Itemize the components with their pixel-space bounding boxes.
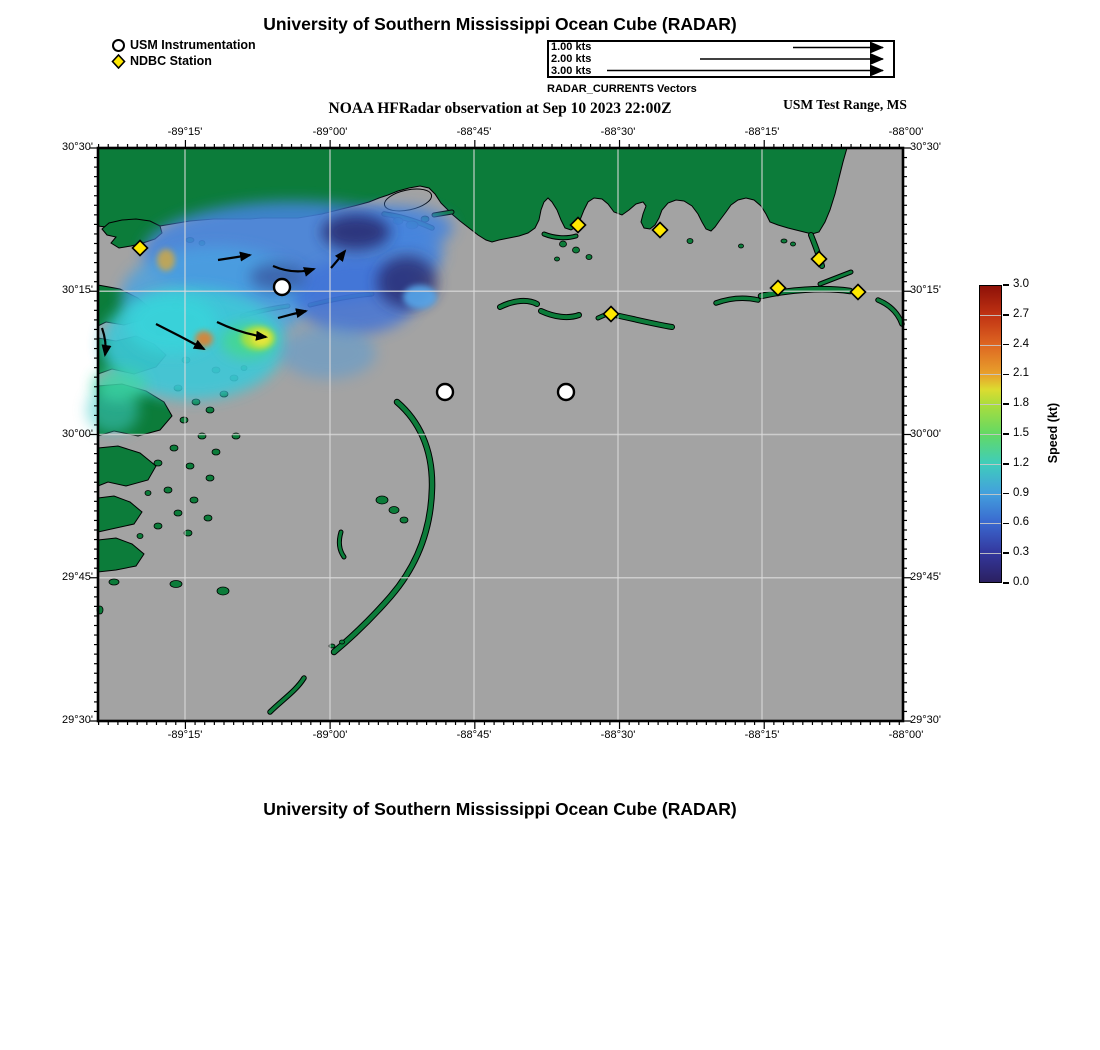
- vector-label-1kt: 1.00 kts: [551, 41, 592, 53]
- speed-blob: [403, 285, 437, 309]
- colorbar-tick-label: 1.2: [1013, 456, 1029, 469]
- colorbar-tick-label: 1.8: [1013, 397, 1029, 410]
- islet: [687, 239, 693, 244]
- colorbar-axis-label-text: Speed (kt): [1046, 402, 1060, 464]
- islet: [560, 241, 567, 247]
- map-canvas[interactable]: [98, 148, 903, 721]
- x-axis-tick-label-bottom: -88°15': [744, 729, 780, 741]
- usm-circle-icon: [111, 38, 126, 53]
- usm-station-marker[interactable]: [274, 279, 290, 295]
- vector-scale-arrows: [547, 40, 895, 78]
- islet: [174, 510, 182, 516]
- islet: [739, 244, 744, 248]
- legend-label-ndbc: NDBC Station: [130, 54, 212, 68]
- y-axis-tick-label-right: 29°45': [910, 570, 941, 583]
- x-axis-tick-label-bottom: -88°30': [600, 729, 636, 741]
- islet: [109, 579, 119, 585]
- islet: [170, 581, 182, 588]
- islet: [154, 523, 162, 529]
- colorbar-tick-label: 1.5: [1013, 427, 1029, 439]
- colorbar-level-line: [980, 374, 1001, 375]
- colorbar-tick-label: 2.1: [1013, 367, 1029, 380]
- colorbar-tick: [1003, 403, 1009, 405]
- vector-legend-caption: RADAR_CURRENTS Vectors: [547, 83, 697, 95]
- colorbar-tick-label: 0.6: [1013, 516, 1029, 529]
- islet: [212, 449, 220, 455]
- islet: [586, 255, 592, 260]
- islet: [791, 242, 796, 246]
- islet: [781, 239, 787, 243]
- colorbar-level-line: [980, 553, 1001, 554]
- ndbc-diamond-icon: [111, 54, 126, 69]
- x-axis-tick-label-top: -88°45': [456, 126, 492, 138]
- y-axis-tick-label-left: 30°00': [62, 427, 93, 440]
- x-axis-tick-label-top: -88°00': [888, 126, 924, 138]
- y-axis-tick-label-right: 30°30': [910, 141, 941, 153]
- colorbar-tick-label: 2.7: [1013, 307, 1029, 320]
- colorbar-tick: [1003, 552, 1009, 554]
- x-axis-tick-label-bottom: -89°15': [167, 729, 203, 741]
- vector-label-2kt: 2.00 kts: [551, 53, 592, 65]
- islet: [400, 517, 408, 523]
- islet: [170, 445, 178, 451]
- usm-station-marker[interactable]: [558, 384, 574, 400]
- speed-blob: [93, 369, 147, 401]
- speed-blob: [157, 249, 175, 271]
- islet: [180, 417, 188, 423]
- colorbar-tick: [1003, 463, 1009, 465]
- usm-station-marker[interactable]: [437, 384, 453, 400]
- islet: [206, 475, 214, 481]
- colorbar-level-line: [980, 434, 1001, 435]
- colorbar-level-line: [980, 523, 1001, 524]
- colorbar-tick: [1003, 314, 1009, 316]
- colorbar-axis-label: [1025, 375, 1081, 491]
- y-axis-tick-label-left: 30°15': [62, 284, 93, 296]
- colorbar-tick: [1003, 582, 1009, 584]
- colorbar-tick: [1003, 433, 1009, 435]
- colorbar-tick: [1003, 523, 1009, 525]
- legend-item-ndbc: [111, 53, 212, 69]
- y-axis-tick-label-right: 29°30': [910, 714, 941, 726]
- y-axis-tick-label-right: 30°00': [910, 427, 941, 440]
- colorbar-tick-label: 0.3: [1013, 546, 1029, 559]
- islet: [204, 515, 212, 521]
- colorbar-tick-label: 0.9: [1013, 486, 1029, 499]
- y-axis-tick-label-left: 29°45': [62, 570, 93, 583]
- range-label: USM Test Range, MS: [783, 97, 907, 112]
- islet: [145, 491, 151, 496]
- x-axis-tick-label-top: -89°00': [312, 126, 348, 138]
- islet: [217, 587, 229, 595]
- islet: [340, 640, 345, 644]
- islet: [389, 507, 399, 514]
- islet: [186, 463, 194, 469]
- legend-item-usm: [111, 37, 256, 53]
- x-axis-tick-label-bottom: -89°00': [312, 729, 348, 741]
- vector-label-3kt: 3.00 kts: [551, 65, 592, 77]
- y-axis-tick-label-left: 30°30': [62, 141, 93, 153]
- x-axis-tick-label-top: -88°15': [744, 126, 780, 138]
- colorbar-level-line: [980, 315, 1001, 316]
- legend-label-usm: USM Instrumentation: [130, 38, 256, 52]
- speed-blob: [280, 327, 376, 379]
- x-axis-tick-label-top: -88°30': [600, 126, 636, 138]
- colorbar-tick-label: 2.4: [1013, 337, 1029, 350]
- colorbar-level-line: [980, 345, 1001, 346]
- islet: [555, 257, 560, 261]
- colorbar-tick: [1003, 284, 1009, 286]
- islet: [137, 534, 143, 539]
- colorbar-level-line: [980, 404, 1001, 405]
- islet: [206, 407, 214, 413]
- colorbar-tick-label: 0.0: [1013, 576, 1029, 588]
- x-axis-tick-label-bottom: -88°45': [456, 729, 492, 741]
- page-title: University of Southern Mississippi Ocean Cube (RADAR): [263, 14, 737, 34]
- observation-subtitle: NOAA HFRadar observation at Sep 10 2023 22:00Z: [328, 100, 672, 117]
- speed-blob: [251, 330, 271, 346]
- speed-blob: [322, 214, 390, 250]
- islet: [376, 496, 388, 504]
- colorbar-tick: [1003, 344, 1009, 346]
- colorbar-level-line: [980, 464, 1001, 465]
- x-axis-tick-label-bottom: -88°00': [888, 729, 924, 741]
- colorbar-level-line: [980, 494, 1001, 495]
- colorbar-tick: [1003, 493, 1009, 495]
- islet: [154, 460, 162, 466]
- y-axis-tick-label-right: 30°15': [910, 284, 941, 296]
- footer-title: University of Southern Mississippi Ocean Cube (RADAR): [263, 799, 737, 819]
- y-axis-tick-label-left: 29°30': [62, 714, 93, 726]
- islet: [573, 247, 580, 253]
- colorbar-tick: [1003, 374, 1009, 376]
- colorbar-tick-label: 3.0: [1013, 278, 1029, 290]
- islet: [164, 487, 172, 493]
- x-axis-tick-label-top: -89°15': [167, 126, 203, 138]
- islet: [190, 497, 198, 503]
